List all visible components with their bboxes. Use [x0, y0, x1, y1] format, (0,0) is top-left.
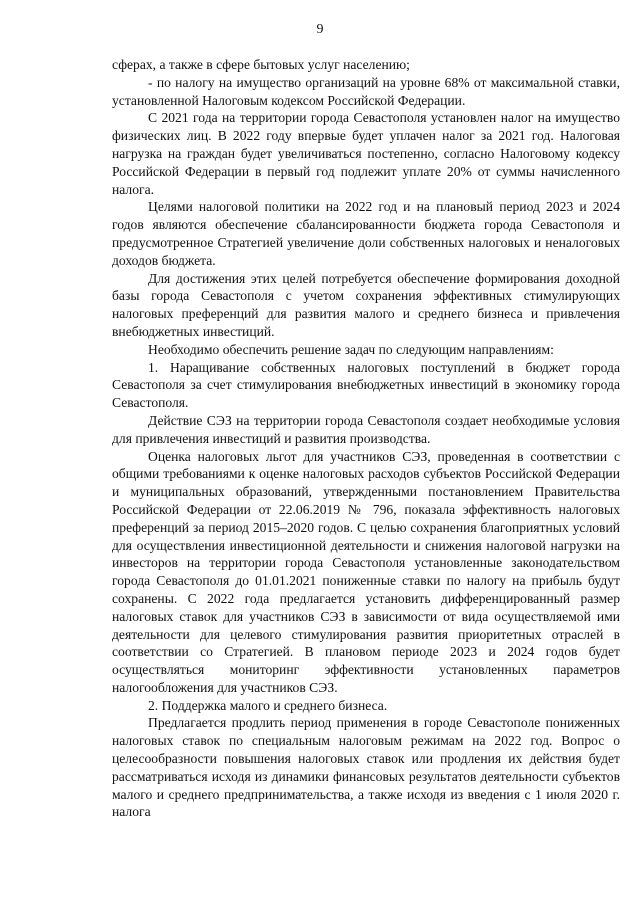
- paragraph-sez-conditions: Действие СЭЗ на территории города Севастополя создает необходимые условия для привлечения инвестиций и развития производства.: [112, 412, 620, 446]
- paragraph-direction-1: 1. Наращивание собственных налоговых поступлений в бюджет города Севастополя за счет стимулирования внебюджетных инвестиций в экономику города Севастополя.: [112, 359, 620, 411]
- paragraph-direction-2: 2. Поддержка малого и среднего бизнеса.: [148, 697, 388, 713]
- page-number: 9: [316, 22, 324, 37]
- paragraph-tasks-intro: Необходимо обеспечить решение задач по следующим направлениям:: [148, 341, 554, 357]
- paragraph-achieving-goals: Для достижения этих целей потребуется обеспечение формирования доходной базы города Севастополя с учетом сохранения эффективных стимулирующих налоговых преференций для развития малого и среднего бизнеса и привлечения внебюджетных инвестиций.: [112, 270, 620, 339]
- paragraph-property-tax-individuals: С 2021 года на территории города Севастополя установлен налог на имущество физических лиц. В 2022 году впервые будет уплачен налог за 2021 год. Налоговая нагрузка на граждан будет увеличиваться постепенно, согласно Налоговому кодексу Российской Федерации в первый год подлежит уплате 20% от суммы начисленного налога.: [112, 110, 620, 197]
- paragraph-services-continuation: сферах, а также в сфере бытовых услуг населению;: [112, 57, 410, 72]
- paragraph-property-tax-organizations: - по налогу на имущество организаций на уровне 68% от максимальной ставки, установленной Налоговым кодексом Российской Федерации.: [112, 74, 620, 108]
- document-body: [112, 56, 620, 821]
- paragraph-policy-goals: Целями налоговой политики на 2022 год и на плановый период 2023 и 2024 годов являются обеспечение сбалансированности бюджета города Севастополя и предусмотренное Стратегией увеличение доли собственных налоговых и неналоговых доходов бюджета.: [112, 199, 620, 268]
- paragraph-tax-benefits-assessment: Оценка налоговых льгот для участников СЭЗ, проведенная в соответствии с общими требованиями к оценке налоговых расходов субъектов Российской Федерации и муниципальных образований, утвержденными постановлением Правительства Российской Федерации от 22.06.2019 № 796, показала эффективность налоговых преференций за период 2015–2020 годов. С целью сохранения благоприятных условий для осуществления инвестиционной деятельности и снижения налоговой нагрузки на инвесторов на территории города Севастополя установленные законодательством города Севастополя до 01.01.2021 пониженные ставки по налогу на прибыль будут сохранены. С 2022 года предлагается установить дифференцированный размер налоговых ставок для участников СЭЗ в зависимости от вида осуществляемой ими деятельности для целевого стимулирования развития приоритетных отраслей в соответствии со Стратегией. В плановом периоде 2023 и 2024 годов будет осуществляться мониторинг эффективности установленных параметров налогообложения для участников СЭЗ.: [112, 448, 620, 695]
- paragraph-special-regimes: Предлагается продлить период применения в городе Севастополе пониженных налоговых ставок по специальным налоговым режимам на 2022 год. Вопрос о целесообразности повышения налоговых ставок или продления их действия будет рассматриваться исходя из динамики финансовых результатов деятельности субъектов малого и среднего предпринимательства, а также исходя из введения с 1 июля 2020 г. налога: [112, 715, 620, 820]
